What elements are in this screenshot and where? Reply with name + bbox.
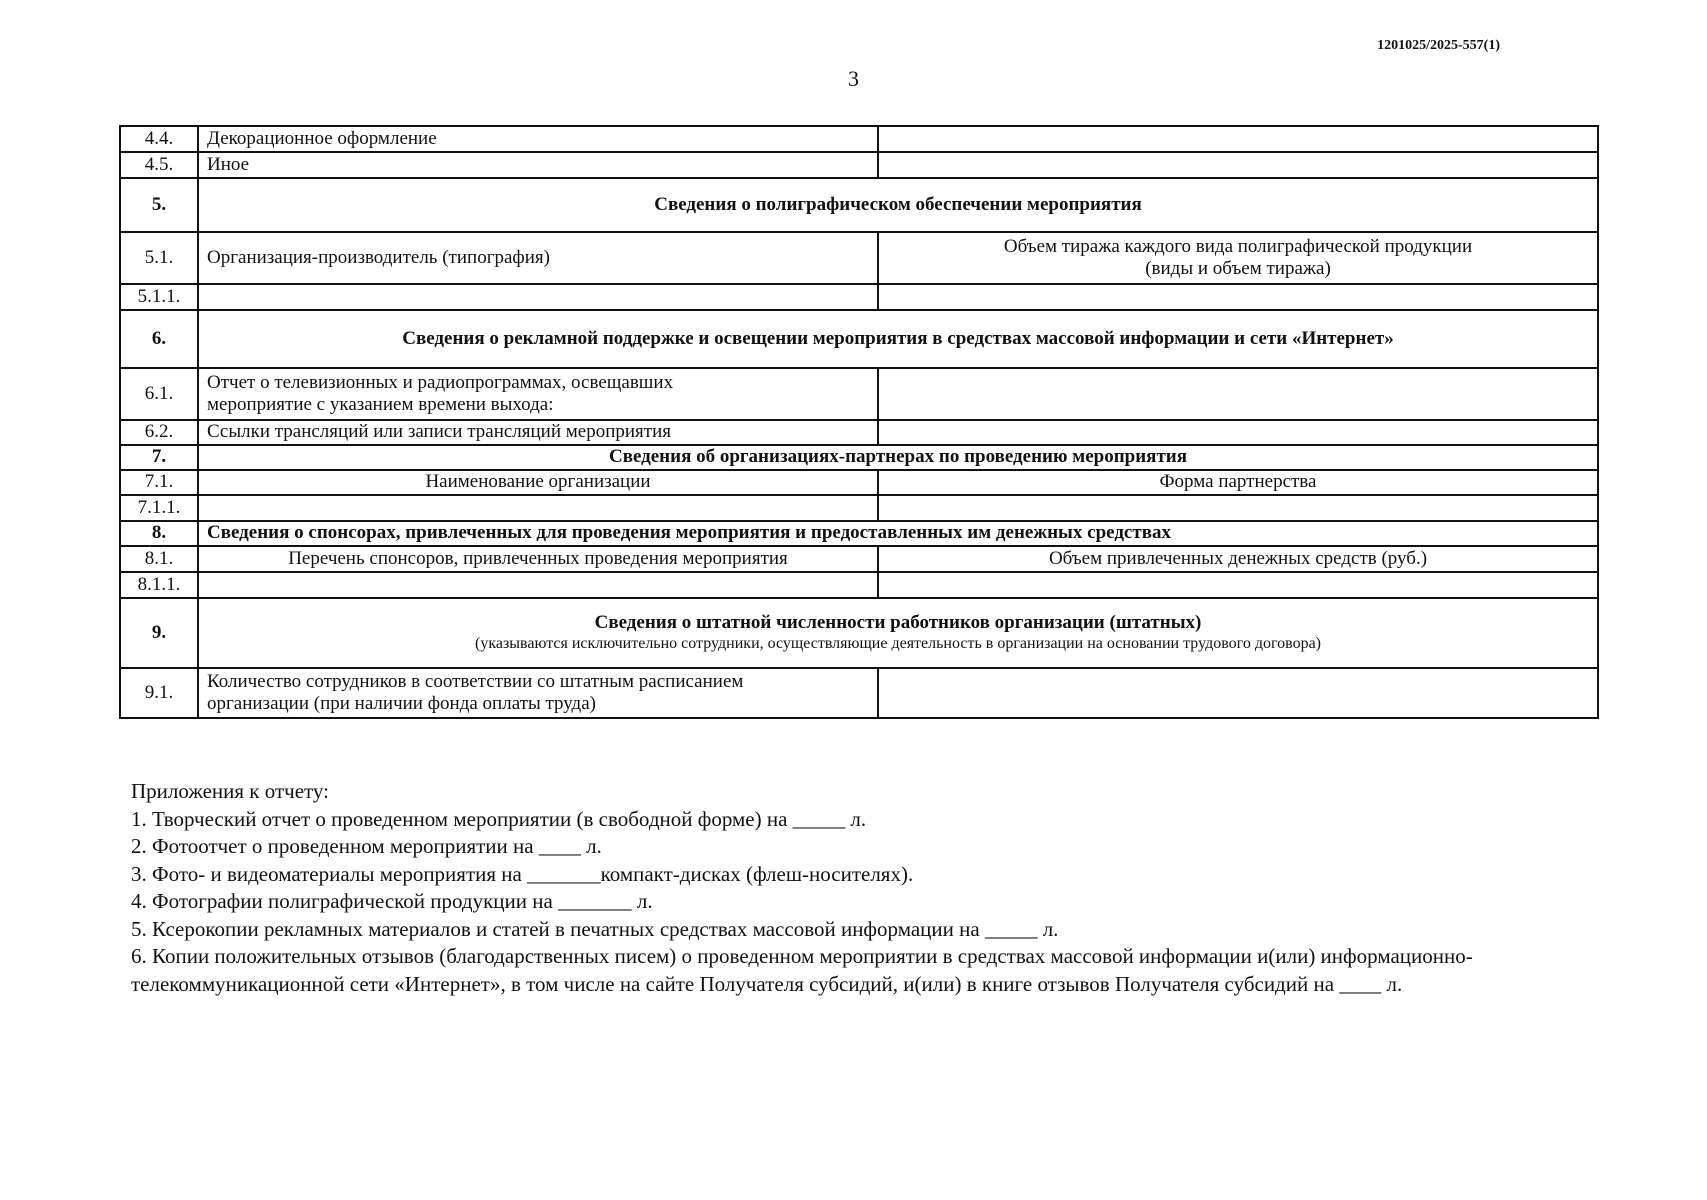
section-number: 9. xyxy=(120,598,198,668)
section-title xyxy=(198,598,1598,668)
table-row xyxy=(120,152,1598,178)
row-number: 8.1.1. xyxy=(120,572,198,598)
section-title-text: Сведения о штатной численности работников организации (штатных) xyxy=(594,612,1202,634)
value-cell xyxy=(878,284,1598,310)
row-label-line: организации (при наличии фонда оплаты труда) xyxy=(207,693,596,714)
table-row xyxy=(120,368,1598,420)
report-table xyxy=(119,125,1599,719)
page-number: 3 xyxy=(848,66,859,91)
row-number: 7.1. xyxy=(120,470,198,495)
section-row xyxy=(120,598,1598,668)
table-row xyxy=(120,126,1598,152)
row-label xyxy=(198,668,878,718)
table-row xyxy=(120,495,1598,521)
attachments-heading: Приложения к отчету: xyxy=(131,779,329,803)
value-cell xyxy=(878,420,1598,445)
value-cell xyxy=(198,284,878,310)
section-number: 7. xyxy=(120,445,198,470)
attachment-item: 4. Фотографии полиграфической продукции на _______ л. xyxy=(131,889,653,913)
attachment-item: 6. Копии положительных отзывов (благодарственных писем) о проведенном мероприятии в средствах массовой информации и(или) информационно-телекоммуникационной сети «Интернет», в том числе на сайте Получателя субсидий, и(или) в книге отзывов Получателя субсидий на ____ л. xyxy=(131,944,1473,996)
column-header-line: (виды и объем тиража) xyxy=(1145,258,1331,279)
row-number: 8.1. xyxy=(120,546,198,572)
row-label: Организация-производитель (типография) xyxy=(198,232,878,284)
column-header: Объем привлеченных денежных средств (руб.) xyxy=(878,546,1598,572)
table-row xyxy=(120,546,1598,572)
value-cell xyxy=(878,152,1598,178)
section-number: 6. xyxy=(120,310,198,368)
row-number: 4.4. xyxy=(120,126,198,152)
section-title: Сведения о рекламной поддержке и освещении мероприятия в средствах массовой информации и сети «Интернет» xyxy=(198,310,1598,368)
section-number: 8. xyxy=(120,521,198,546)
section-number: 5. xyxy=(120,178,198,232)
column-header-line: Объем тиража каждого вида полиграфической продукции xyxy=(1003,235,1473,257)
column-header: Перечень спонсоров, привлеченных проведения мероприятия xyxy=(198,546,878,572)
value-cell xyxy=(878,368,1598,420)
table-row xyxy=(120,470,1598,495)
table-row xyxy=(120,232,1598,284)
section-row xyxy=(120,445,1598,470)
row-number: 6.1. xyxy=(120,368,198,420)
section-subtitle: (указываются исключительно сотрудники, осуществляющие деятельность в организации на основании трудового договора) xyxy=(474,634,1321,652)
section-row xyxy=(120,178,1598,232)
row-number: 9.1. xyxy=(120,668,198,718)
column-header: Форма партнерства xyxy=(878,470,1598,495)
value-cell xyxy=(198,495,878,521)
row-label-line: мероприятие с указанием времени выхода: xyxy=(207,394,554,415)
column-header: Наименование организации xyxy=(198,470,878,495)
value-cell xyxy=(878,126,1598,152)
attachments-list xyxy=(131,778,1601,998)
table-row xyxy=(120,668,1598,718)
row-number: 7.1.1. xyxy=(120,495,198,521)
value-cell xyxy=(878,495,1598,521)
attachment-item: 1. Творческий отчет о проведенном мероприятии (в свободной форме) на _____ л. xyxy=(131,806,867,831)
value-cell xyxy=(878,668,1598,718)
table-row xyxy=(120,284,1598,310)
row-label xyxy=(198,368,878,420)
attachment-item: 3. Фото- и видеоматериалы мероприятия на _______компакт-дисках (флеш-носителях). xyxy=(131,861,914,886)
column-header xyxy=(878,232,1598,284)
document-number: 1201025/2025-557(1) xyxy=(1377,38,1500,53)
section-title: Сведения о спонсорах, привлеченных для проведения мероприятия и предоставленных им денежных средствах xyxy=(198,521,1598,546)
row-number: 5.1. xyxy=(120,232,198,284)
section-title: Сведения о полиграфическом обеспечении мероприятия xyxy=(198,178,1598,232)
row-number: 5.1.1. xyxy=(120,284,198,310)
row-label-line: Количество сотрудников в соответствии со штатным расписанием xyxy=(207,670,744,692)
attachment-item: 2. Фотоотчет о проведенном мероприятии на ____ л. xyxy=(131,834,602,858)
row-label: Ссылки трансляций или записи трансляций мероприятия xyxy=(198,420,878,445)
row-label-line: Отчет о телевизионных и радиопрограммах, освещавших xyxy=(207,371,674,393)
section-title: Сведения об организациях-партнерах по проведению мероприятия xyxy=(198,445,1598,470)
attachment-item: 5. Ксерокопии рекламных материалов и статей в печатных средствах массовой информации на _____ л. xyxy=(131,916,1059,941)
table-row xyxy=(120,572,1598,598)
table-row xyxy=(120,420,1598,445)
section-row xyxy=(120,521,1598,546)
row-number: 4.5. xyxy=(120,152,198,178)
row-label: Декорационное оформление xyxy=(198,126,878,152)
value-cell xyxy=(198,572,878,598)
row-number: 6.2. xyxy=(120,420,198,445)
value-cell xyxy=(878,572,1598,598)
section-row xyxy=(120,310,1598,368)
row-label: Иное xyxy=(198,152,878,178)
